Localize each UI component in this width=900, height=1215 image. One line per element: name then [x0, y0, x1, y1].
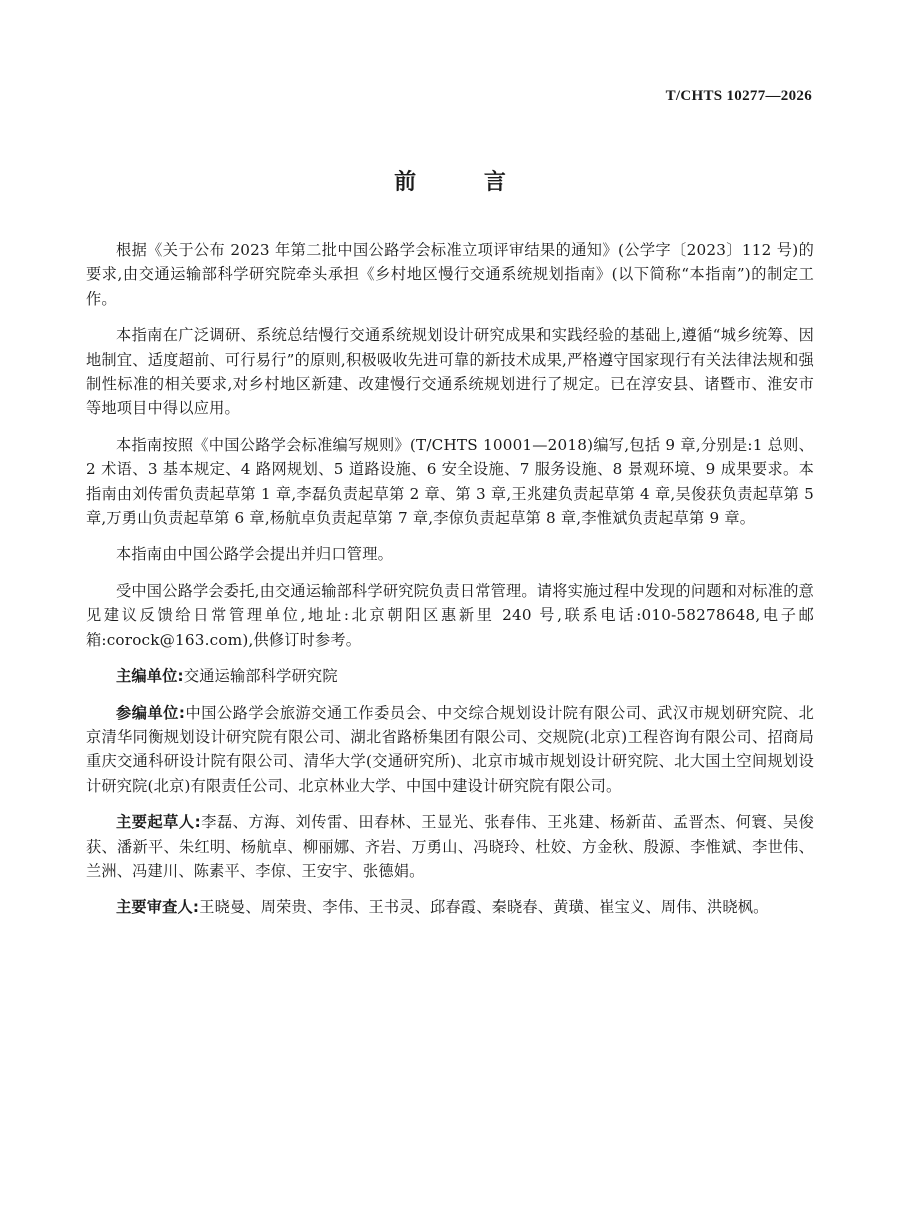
participating-value: 中国公路学会旅游交通工作委员会、中交综合规划设计院有限公司、武汉市规划研究院、北京清华同衡规划设计研究院有限公司、湖北省路桥集团有限公司、交规院(北京)工程咨询有限公司、招商局重庆交通科研设计院有限公司、清华大学(交通研究所)、北京市城市规划设计研究院、北大国土空间规划设计研究院(北京)有限责任公司、北京林业大学、中国中建设计研究院有限公司。 — [86, 703, 815, 795]
drafters-label: 主要起草人: — [116, 813, 201, 832]
page-title: 前 言 — [394, 170, 536, 195]
main-reviewers — [86, 895, 814, 919]
chief-editor-unit — [86, 664, 814, 688]
paragraph-structure: 本指南按照《中国公路学会标准编写规则》(T/CHTS 10001—2018)编写,包括 9 章,分别是:1 总则、2 术语、3 基本规定、4 路网规划、5 道路设施、6 安全设施、7 服务设施、8 景观环境、9 成果要求。本指南由刘传雷负责起草第 1 章,李磊负责起草第 2 章、第 3 章,王兆建负责起草第 4 章,吴俊获负责起草第 5 章,万勇山负责起草第 6 章,杨航卓负责起草第 7 章,李倞负责起草第 8 章,李惟斌负责起草第 9 章。 — [86, 435, 814, 528]
main-drafters — [86, 810, 814, 883]
drafters-value: 李磊、方海、刘传雷、田春林、王显光、张春伟、王兆建、杨新苗、孟晋杰、何寰、吴俊获、潘新平、朱红明、杨航卓、柳丽娜、齐岩、万勇山、冯晓玲、杜姣、方金秋、殷源、李惟斌、李世伟、兰洲、冯建川、陈素平、李倞、王安宇、张德娟。 — [86, 813, 814, 880]
foreword-body — [86, 238, 814, 932]
reviewers-value: 王晓曼、周荣贵、李伟、王书灵、邱春霞、秦晓春、黄璜、崔宝义、周伟、洪晓枫。 — [199, 898, 769, 917]
chief-editor-label: 主编单位: — [116, 667, 184, 686]
paragraph-origin: 根据《关于公布 2023 年第二批中国公路学会标准立项评审结果的通知》(公学字〔2023〕112 号)的要求,由交通运输部科学研究院牵头承担《乡村地区慢行交通系统规划指南》(以下简称“本指南”)的制定工作。 — [86, 241, 814, 308]
paragraph-management: 本指南由中国公路学会提出并归口管理。 — [116, 545, 393, 564]
standard-code: T/CHTS 10277—2026 — [665, 88, 812, 104]
participating-units — [86, 701, 814, 799]
reviewers-label: 主要审查人: — [116, 898, 200, 917]
chief-editor-value: 交通运输部科学研究院 — [183, 667, 338, 686]
paragraph-principles: 本指南在广泛调研、系统总结慢行交通系统规划设计研究成果和实践经验的基础上,遵循“城乡统筹、因地制宜、适度超前、可行易行”的原则,积极吸收先进可靠的新技术成果,严格遵守国家现行有关法律法规和强制性标准的相关要求,对乡村地区新建、改建慢行交通系统规划进行了规定。已在淳安县、诸暨市、淮安市等地项目中得以应用。 — [86, 326, 814, 418]
participating-label: 参编单位: — [116, 703, 186, 722]
paragraph-feedback: 受中国公路学会委托,由交通运输部科学研究院负责日常管理。请将实施过程中发现的问题和对标准的意见建议反馈给日常管理单位,地址:北京朝阳区惠新里 240 号,联系电话:010-58278648,电子邮箱:corock@163.com),供修订时参考。 — [86, 581, 814, 649]
